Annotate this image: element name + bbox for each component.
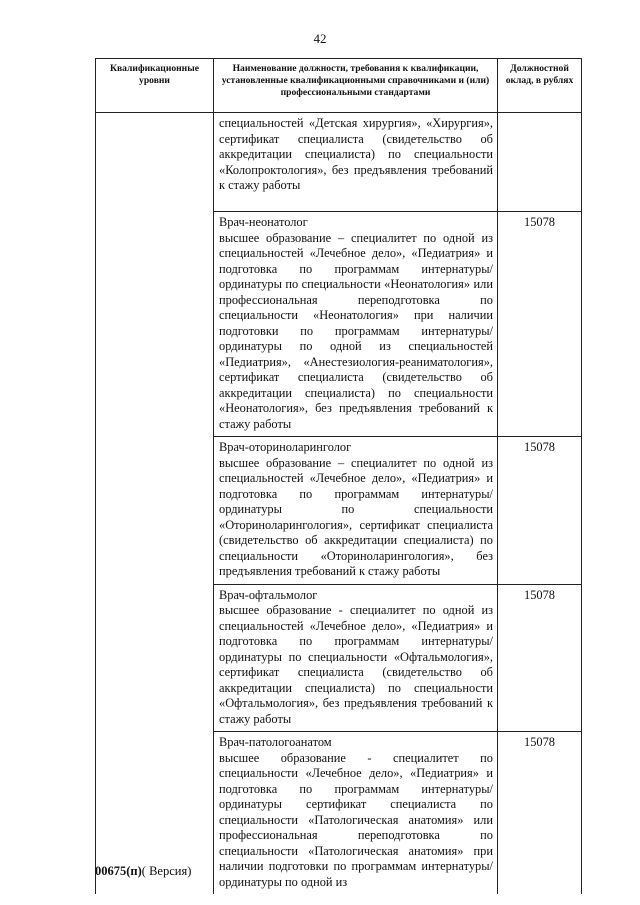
document-footer [95,864,191,879]
header-qualification-levels: Квалификационные уровни [96,59,214,113]
qualification-level-cell [96,113,214,895]
salary-cell: 15078 [498,584,582,732]
position-cell [214,212,498,437]
document-code: 00675(п) [95,864,142,878]
position-cell [214,113,498,212]
salary-cell: 15078 [498,212,582,437]
position-requirements: высшее образование - специалитет по одной из специальностей «Лечебное дело», «Педиатрия» и подготовка по программам интернатуры/ординатуры по специальности «Офтальмология», сертификат специалиста (свидетельство об аккредитации специалиста) по специальности «Офтальмология», без предъявления требований к стажу работы [219,603,493,726]
position-requirements: высшее образование – специалитет по одной из специальностей «Лечебное дело», «Педиатрия» и подготовка по программам интернатуры/ординатуры по специальности «Неонатология» или профессиональная переподготовка по специальности «Неонатология» при наличии подготовки по программам интернатуры/ординатуры по одной из специальностей «Педиатрия», «Анестезиология-реаниматология», сертификат специалиста (свидетельство об аккредитации специалиста) по специальности «Неонатология», без предъявления требований к стажу работы [219,230,493,431]
position-requirements: высшее образование - специалитет по специальности «Лечебное дело», «Педиатрия» и подготовка по программам интернатуры/ординатуры сертификат специалиста по специальности «Патологическая анатомия» или профессиональная переподготовка по специальности «Патологическая анатомия» при наличии подготовки по программам интернатуры/ординатуры по одной из [219,750,493,889]
table-header-row [96,59,582,113]
position-cell [214,732,498,895]
position-title: Врач-оториноларинголог [219,440,352,454]
salary-cell [498,113,582,212]
salary-cell: 15078 [498,437,582,585]
position-cell [214,584,498,732]
position-title: Врач-неонатолог [219,215,308,229]
position-title: Врач-патологоанатом [219,735,332,749]
position-cell [214,437,498,585]
header-position-name: Наименование должности, требования к квалификации, установленные квалификационными справочниками и (или) профессиональными стандартами [214,59,498,113]
position-title: Врач-офтальмолог [219,587,318,602]
header-salary: Должностной оклад, в рублях [498,59,582,113]
qualification-table [95,58,582,894]
position-requirements: высшее образование – специалитет по одной из специальностей «Лечебное дело», «Педиатрия» и подготовка по программам интернатуры/ординатуры по специальности «Оториноларингология», сертификат специалиста (свидетельство об аккредитации специалиста) по специальности «Оториноларингология», без предъявления требований к стажу работы [219,455,493,578]
salary-cell: 15078 [498,732,582,895]
page-number: 42 [313,31,327,46]
document-version: ( Версия) [141,864,192,878]
position-requirements: специальностей «Детская хирургия», «Хирургия», сертификат специалиста (свидетельство об аккредитации специалиста) по специальности «Колопроктология», без предъявления требований к стажу работы [219,116,493,192]
table-row [96,113,582,212]
